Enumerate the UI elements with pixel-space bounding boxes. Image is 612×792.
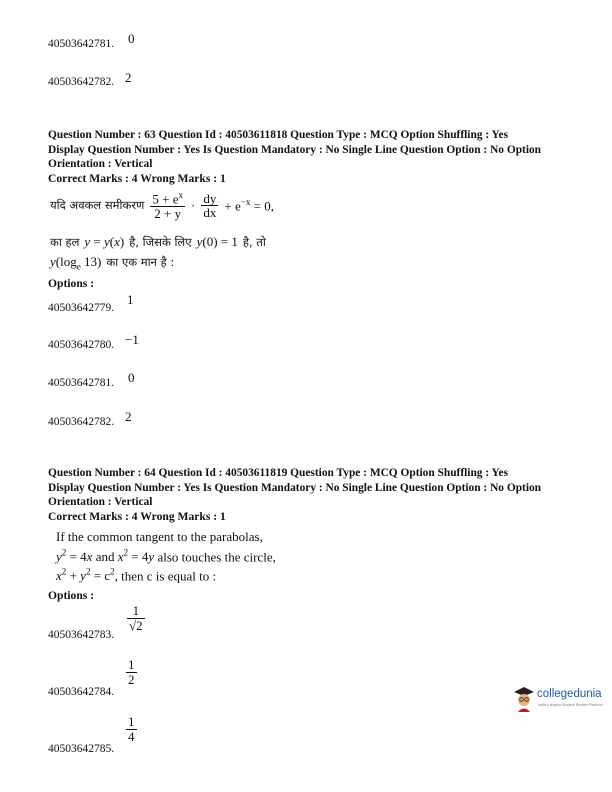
question-meta-line: Question Number : 64 Question Id : 40503611819 Question Type : MCQ Option Shuffling : Yes [48,467,508,479]
question-stem-line [56,567,216,584]
option-id: 40503642783. [48,629,115,641]
math-text: y = y(x) [84,234,125,249]
math-text: $x^2 + y^2 = c^2$ [56,567,115,584]
mascot-icon [512,685,536,713]
math-text: $y^2 = 4x$ and $x^2 = 4y$ [56,548,155,565]
option-id: 40503642781. [48,38,115,50]
question-meta-line: Display Question Number : Yes Is Question Mandatory : No Single Line Question Option : No Option [48,143,542,156]
options-label: Options : [48,277,95,290]
stem-text: If the common tangent to the parabolas, [56,529,263,544]
stem-text: का हल [50,235,80,249]
options-label: Options : [48,589,95,602]
question-stem-equation [50,191,274,221]
math-text: $y(\log_e$ 13) [50,254,102,272]
question-meta-line: Question Number : 63 Question Id : 40503611818 Question Type : MCQ Option Shuffling : Yes [48,129,508,141]
option-id: 40503642785. [48,743,115,755]
option-value: 2 [125,70,132,85]
option-value: 0 [128,31,135,46]
option-value [126,715,137,743]
option-id: 40503642779. [48,302,115,314]
fraction: $\frac{1}{4}$ [128,714,135,744]
stem-text: है, जिसके लिए [129,235,192,249]
stem-text: का एक मान है : [106,255,175,269]
brand-tagline: India's largest Student Review Platform [538,703,603,707]
stem-text: है, तो [242,235,266,249]
option-id: 40503642780. [48,339,115,351]
fraction: $\frac{1}{√2}$ [129,603,143,633]
option-value: 1 [127,292,134,307]
question-stem-line [50,234,266,250]
stem-text: , then c is equal to : [114,568,217,584]
fraction: $\frac{1}{2}$ [128,657,135,687]
question-stem-line [56,548,276,565]
stem-text: also touches the circle, [154,549,276,565]
math-text: + $e^{-x} = 0$, [224,197,274,214]
marks-line: Correct Marks : 4 Wrong Marks : 1 [48,510,226,523]
option-value: 2 [125,409,132,424]
option-value [127,604,145,632]
option-id: 40503642782. [48,76,115,88]
option-value: −1 [125,332,139,347]
brand-name: collegedunia [537,688,602,700]
math-dot: · [191,197,196,213]
stem-text: यदि अवकल समीकरण [50,198,145,213]
collegedunia-logo [512,683,608,715]
option-value [126,658,137,686]
fraction: $\frac{5 + e^x}{2 + y}$ [152,190,184,221]
question-meta-line: Display Question Number : Yes Is Question Mandatory : No Single Line Question Option : No Option [48,481,542,494]
question-63-header [48,128,588,172]
question-stem-line [50,254,174,272]
option-value: 0 [128,370,135,385]
fraction: $\frac{dy}{dx}$ [203,190,217,221]
option-id: 40503642781. [48,377,115,389]
option-id: 40503642784. [48,686,115,698]
question-64-header [48,466,588,510]
option-id: 40503642782. [48,416,115,428]
math-text: y(0) = 1 [196,234,238,249]
question-meta-line: Orientation : Vertical [48,496,153,508]
marks-line: Correct Marks : 4 Wrong Marks : 1 [48,172,226,185]
question-meta-line: Orientation : Vertical [48,158,153,170]
